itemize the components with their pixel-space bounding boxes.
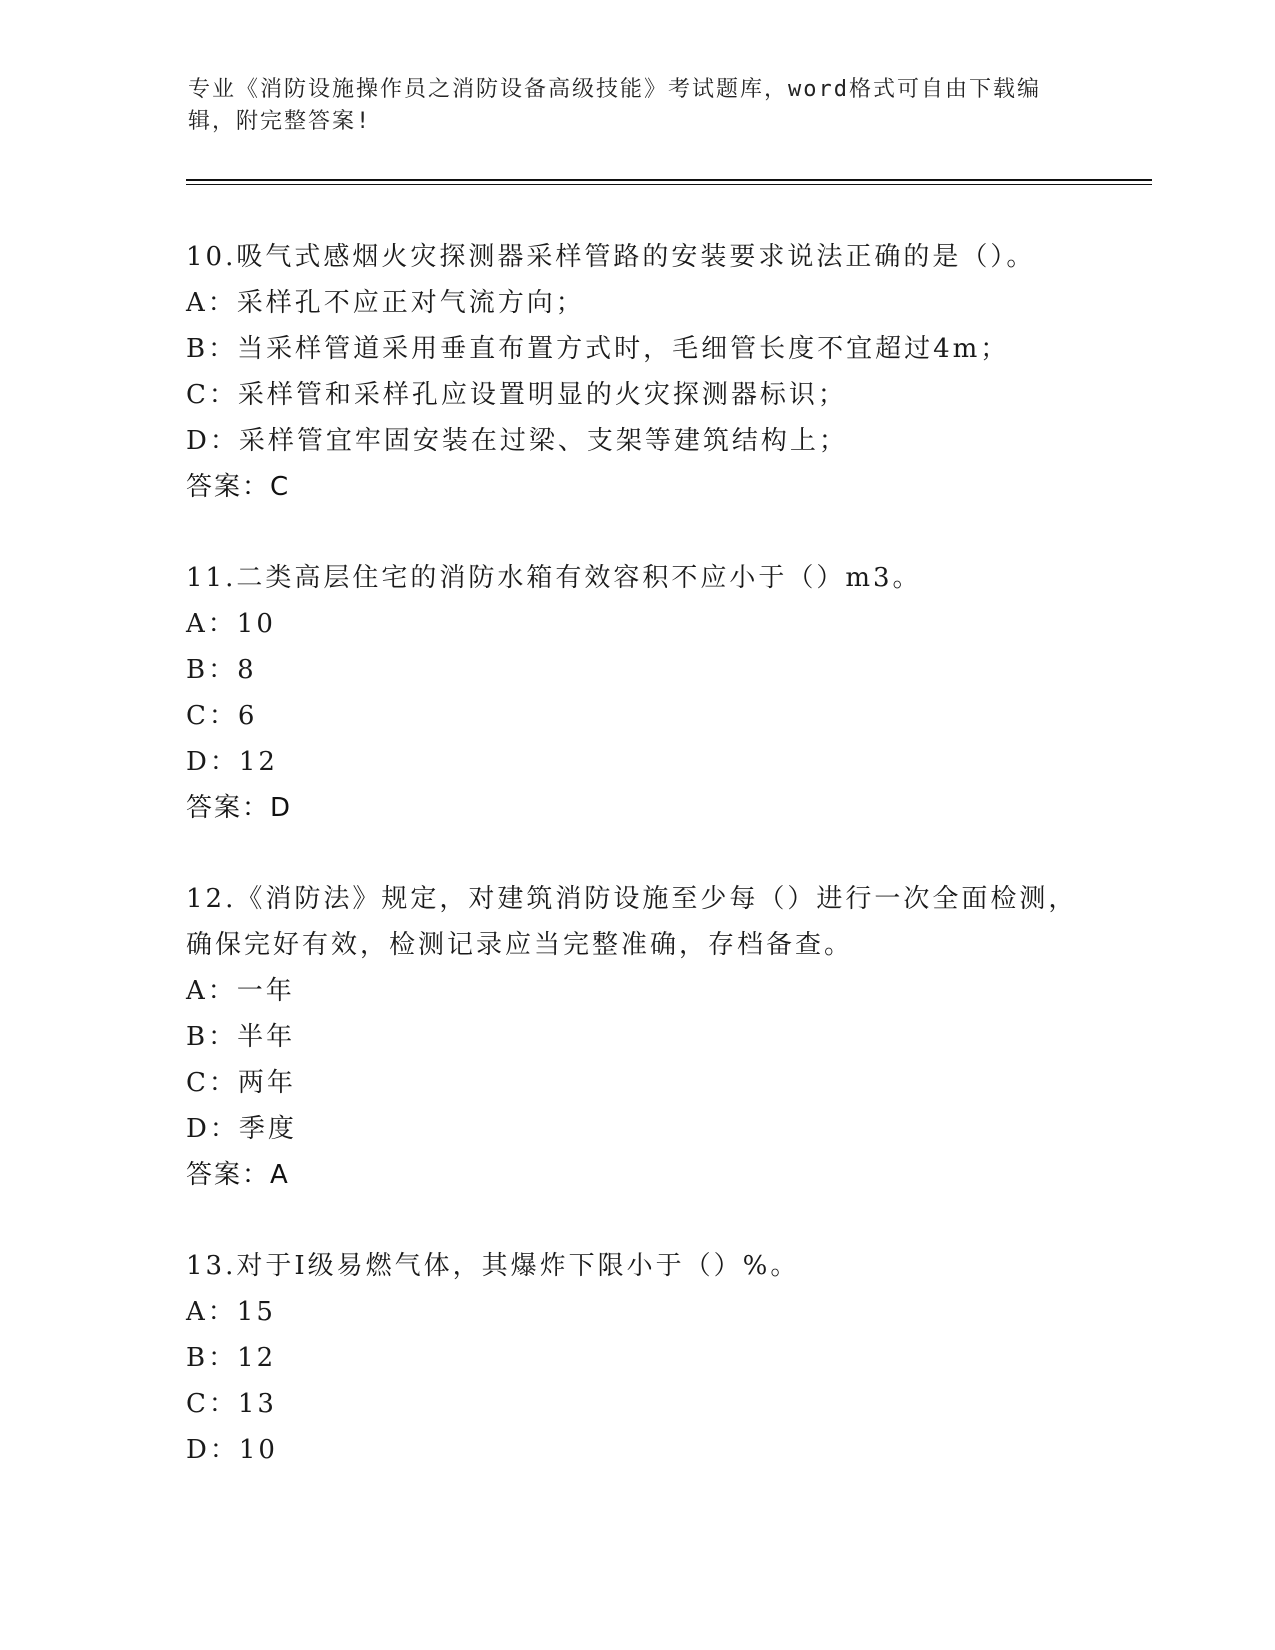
option-c: C：6 [186, 701, 258, 731]
option-b: B：8 [186, 655, 257, 685]
option-a: A：15 [186, 1297, 276, 1327]
option-c: C：13 [186, 1389, 277, 1419]
document-header [188, 74, 1068, 138]
answer: 答案：C [186, 472, 291, 502]
question-stem-line-2: 确保完好有效，检测记录应当完整准确，存档备查。 [186, 930, 854, 960]
answer: 答案：A [186, 1160, 290, 1190]
answer: 答案：D [186, 793, 293, 823]
option-b: B：12 [186, 1343, 277, 1373]
question-11 [186, 555, 1146, 831]
header-line-1: 专业《消防设施操作员之消防设备高级技能》考试题库，word格式可自由下载编 [188, 77, 1041, 102]
option-c: C：采样管和采样孔应设置明显的火灾探测器标识； [186, 380, 847, 410]
question-list [186, 234, 1146, 1518]
question-stem: 11.二类高层住宅的消防水箱有效容积不应小于（）m3。 [186, 563, 922, 593]
question-12 [186, 876, 1146, 1198]
header-divider [186, 179, 1152, 181]
question-stem: 10.吸气式感烟火灾探测器采样管路的安装要求说法正确的是（）。 [186, 242, 1036, 272]
option-d: D：季度 [186, 1114, 297, 1144]
question-10 [186, 234, 1146, 510]
question-stem: 13.对于Ⅰ级易燃气体，其爆炸下限小于（）%。 [186, 1251, 800, 1281]
header-divider-thin [186, 184, 1152, 185]
question-stem-line-1: 12.《消防法》规定，对建筑消防设施至少每（）进行一次全面检测， [186, 884, 1078, 914]
header-line-2: 辑，附完整答案! [188, 109, 372, 134]
question-13 [186, 1243, 1146, 1473]
option-c: C：两年 [186, 1068, 296, 1098]
option-d: D：采样管宜牢固安装在过梁、支架等建筑结构上； [186, 426, 848, 456]
option-a: A：10 [186, 609, 276, 639]
option-a: A：一年 [186, 976, 295, 1006]
option-b: B：半年 [186, 1022, 296, 1052]
option-d: D：12 [186, 747, 278, 777]
option-d: D：10 [186, 1435, 278, 1465]
option-a: A：采样孔不应正对气流方向； [186, 288, 585, 318]
option-b: B：当采样管道采用垂直布置方式时，毛细管长度不宜超过4m； [186, 334, 1010, 364]
